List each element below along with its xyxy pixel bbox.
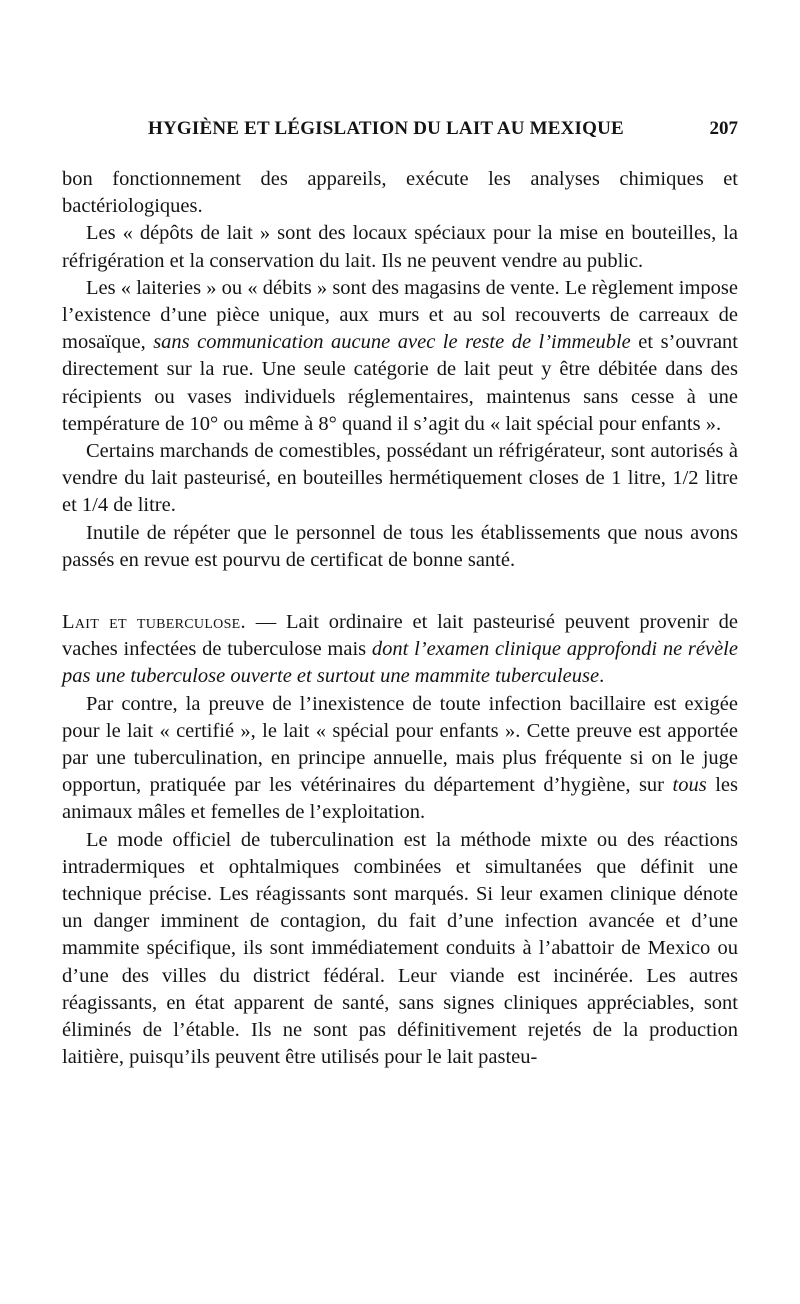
paragraph-emphasis: sans communication aucune avec le reste de l’immeuble — [153, 331, 631, 354]
paragraph-text-start: — Lait ordinaire et lait pasteurisé peuvent provenir de vaches infectées de tuberculose mais — [62, 611, 738, 661]
paragraph-text: Inutile de répéter que le personnel de tous les établissements que nous avons passés en revue est pourvu de certificat de bonne santé. — [62, 521, 738, 571]
page-number: 207 — [709, 118, 738, 139]
paragraph-text-start: Par contre, la preuve de l’inexistence de toute infection bacillaire est exigée pour le lait « certifié », le lait « spécial pour enfants ». Cette preuve est apportée par une tuberculination, en principe annuelle, mais plus fréquente si on le juge opportun, pratiquée par les vétérinaires du département d’hygiène, sur — [62, 692, 738, 797]
paragraph-emphasis: tous — [672, 774, 707, 797]
running-head — [62, 118, 738, 148]
paragraph-depots — [62, 220, 738, 274]
section-heading: Lait et tuberculose. — [62, 611, 246, 634]
paragraph-text-end: . — [599, 665, 605, 688]
paragraph-text-end: les animaux mâles et femelles de l’exploitation. — [62, 774, 738, 824]
book-page — [62, 0, 738, 1304]
paragraph-tuberculination — [62, 827, 738, 1072]
running-title: HYGIÈNE ET LÉGISLATION DU LAIT AU MEXIQUE — [148, 118, 624, 139]
paragraph-continuation — [62, 166, 738, 220]
paragraph-marchands — [62, 438, 738, 520]
paragraph-text: Les « dépôts de lait » sont des locaux spéciaux pour la mise en bouteilles, la réfrigération et la conservation du lait. Ils ne peuvent vendre au public. — [62, 222, 738, 272]
section-lait-et-tuberculose — [62, 609, 738, 691]
paragraph-preuve — [62, 691, 738, 827]
paragraph-text: bon fonctionnement des appareils, exécute les analyses chimiques et bactériologiques. — [62, 168, 738, 218]
paragraph-personnel — [62, 520, 738, 574]
paragraph-laiteries — [62, 275, 738, 438]
paragraph-emphasis: dont l’examen clinique approfondi ne révèle pas une tuberculose ouverte et surtout une mammite tuberculeuse — [62, 638, 738, 688]
paragraph-text-end: et s’ouvrant directement sur la rue. Une seule catégorie de lait peut y être débitée dans des récipients ou vases individuels réglementaires, maintenus sans cesse à une température de 10° ou même à 8° quand il s’agit du « lait spécial pour enfants ». — [62, 331, 738, 435]
body-text — [62, 166, 738, 1072]
paragraph-text: Le mode officiel de tuberculination est la méthode mixte ou des réactions intradermiques et ophtalmiques combinées et simultanées que définit une technique précise. Les réagissants sont marqués. Si leur examen clinique dénote un danger imminent de contagion, du fait d’une infection avancée et d’une mammite spécifique, ils sont immédiatement conduits à l’abattoir de Mexico ou d’une des villes du district fédéral. Leur viande est incinérée. Les autres réagissants, en état apparent de santé, sans signes cliniques appréciables, sont éliminés de l’étable. Ils ne sont pas définitivement rejetés de la production laitière, puisqu’ils peuvent être utilisés pour le lait pasteu- — [62, 828, 738, 1069]
paragraph-text: Certains marchands de comestibles, possédant un réfrigérateur, sont autorisés à vendre du lait pasteurisé, en bouteilles hermétiquement closes de 1 litre, 1/2 litre et 1/4 de litre. — [62, 440, 738, 517]
paragraph-text-start: Les « laiteries » ou « débits » sont des magasins de vente. Le règlement impose l’existence d’une pièce unique, aux murs et au sol recouverts de carreaux de mosaïque, — [62, 276, 738, 354]
